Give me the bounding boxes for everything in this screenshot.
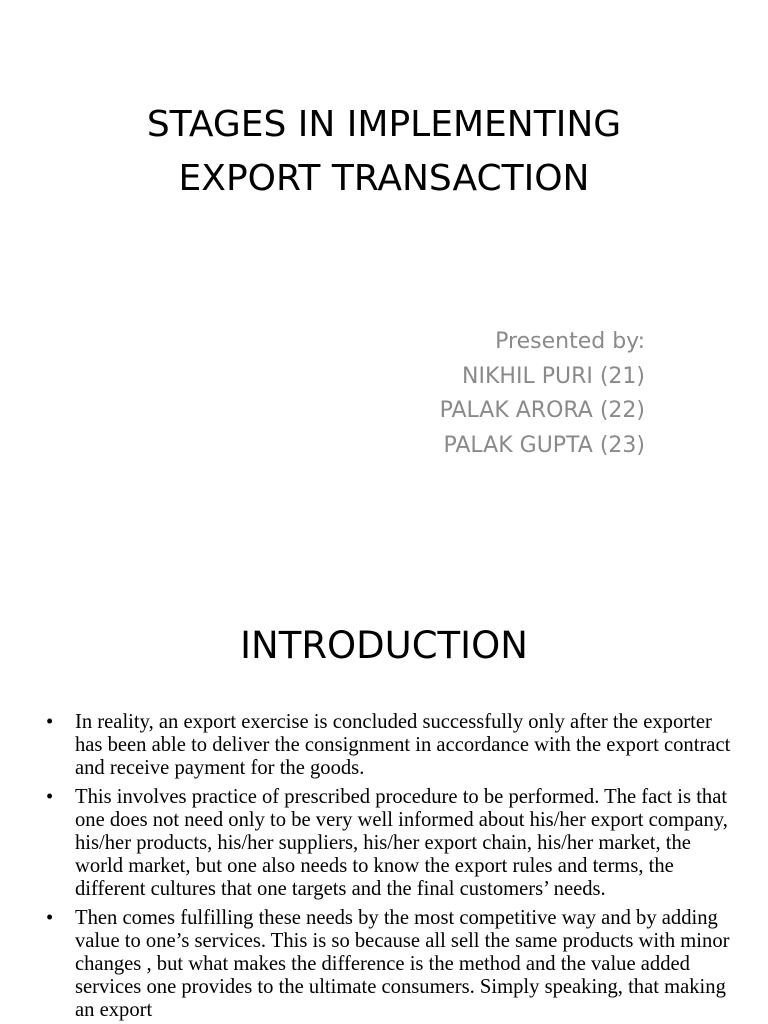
bullet-item [46, 786, 736, 901]
bullet-icon: • [46, 786, 54, 808]
bullet-text: This involves practice of prescribed procedure to be performed. The fact is that one does not need only to be very well informed about his/her export company, his/her products, his/her suppliers, his/her export chain, his/her market, the world market, but one also needs to know the export rules and terms, the different cultures that one targets and the final customers’ needs. [75, 786, 728, 900]
slide-title-line-2: EXPORT TRANSACTION [178, 158, 590, 199]
bullet-list [46, 711, 736, 1024]
slide-title [0, 98, 768, 206]
introduction-slide [0, 576, 768, 1024]
bullet-text: Then comes fulfilling these needs by the most competitive way and by adding value to one’s services. This is so because all sell the same products with minor changes , but what makes the difference is the method and the value added services one provides to the ultimate consumers. Simply speaking, that making an export [75, 907, 730, 1021]
bullet-item [46, 907, 736, 1022]
presenters-block [440, 325, 645, 463]
bullet-icon: • [46, 907, 54, 929]
bullet-text: In reality, an export exercise is concluded successfully only after the exporter has been able to deliver the consignment in accordance with the export contract and receive payment for the goods. [75, 711, 731, 779]
introduction-title: INTRODUCTION [240, 624, 528, 667]
presented-by-label: Presented by: [495, 329, 645, 354]
bullet-icon: • [46, 711, 54, 733]
bullet-item [46, 711, 736, 780]
slide-title-line-1: STAGES IN IMPLEMENTING [146, 104, 622, 145]
presenter-name: NIKHIL PURI (21) [462, 363, 645, 389]
presenter-name: PALAK ARORA (22) [439, 398, 645, 423]
presenter-name: PALAK GUPTA (23) [443, 432, 645, 458]
